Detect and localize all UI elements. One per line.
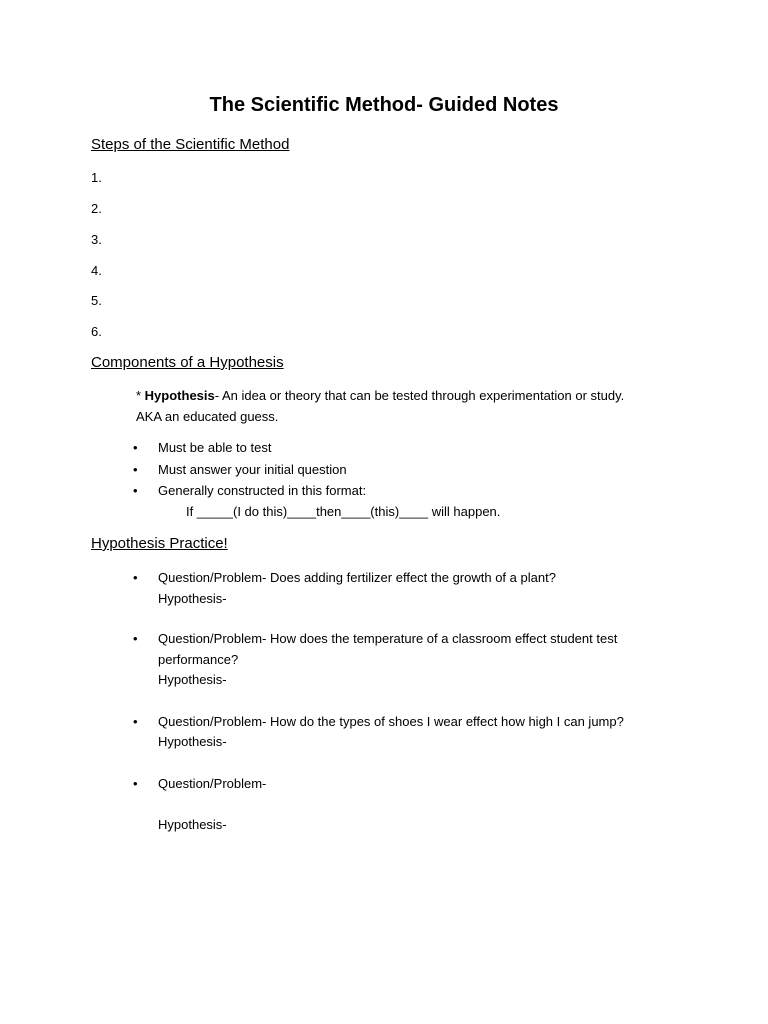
- step-number: 6.: [91, 324, 102, 339]
- practice-hypothesis: Hypothesis-: [158, 591, 227, 606]
- format-line: If _____(I do this)____then____(this)____ will happen.: [186, 504, 501, 519]
- criteria-item: Must be able to test: [158, 440, 272, 455]
- page-title: The Scientific Method- Guided Notes: [209, 94, 559, 116]
- practice-hypothesis: Hypothesis-: [158, 817, 227, 832]
- definition-text: - An idea or theory that can be tested through experimentation or study.: [214, 388, 625, 403]
- practice-heading: Hypothesis Practice!: [91, 535, 228, 552]
- step-number: 4.: [91, 263, 102, 278]
- practice-question: Question/Problem- Does adding fertilizer effect the growth of a plant?: [158, 570, 556, 585]
- step-number: 3.: [91, 232, 102, 247]
- bullet-icon: •: [133, 570, 138, 585]
- steps-heading: Steps of the Scientific Method: [91, 136, 290, 153]
- step-number: 2.: [91, 201, 102, 216]
- bullet-icon: •: [133, 714, 138, 729]
- bullet-icon: •: [133, 462, 138, 477]
- bullet-icon: •: [133, 631, 138, 646]
- bullet-icon: •: [133, 440, 138, 455]
- bullet-icon: •: [133, 776, 138, 791]
- step-number: 1.: [91, 170, 102, 185]
- hypothesis-heading: Components of a Hypothesis: [91, 354, 284, 371]
- practice-question: Question/Problem- How do the types of shoes I wear effect how high I can jump?: [158, 714, 624, 729]
- star-mark: *: [136, 388, 145, 403]
- criteria-item: Must answer your initial question: [158, 462, 347, 477]
- step-number: 5.: [91, 293, 102, 308]
- practice-hypothesis: Hypothesis-: [158, 672, 227, 687]
- hypothesis-definition: [136, 388, 624, 403]
- bullet-icon: •: [133, 483, 138, 498]
- practice-question: Question/Problem- How does the temperature of a classroom effect student test: [158, 631, 618, 646]
- definition-term: Hypothesis: [144, 388, 215, 403]
- criteria-item: Generally constructed in this format:: [158, 483, 367, 498]
- practice-question-continued: performance?: [158, 652, 239, 667]
- definition-text-continued: AKA an educated guess.: [136, 409, 279, 424]
- practice-question: Question/Problem-: [158, 776, 267, 791]
- practice-hypothesis: Hypothesis-: [158, 734, 227, 749]
